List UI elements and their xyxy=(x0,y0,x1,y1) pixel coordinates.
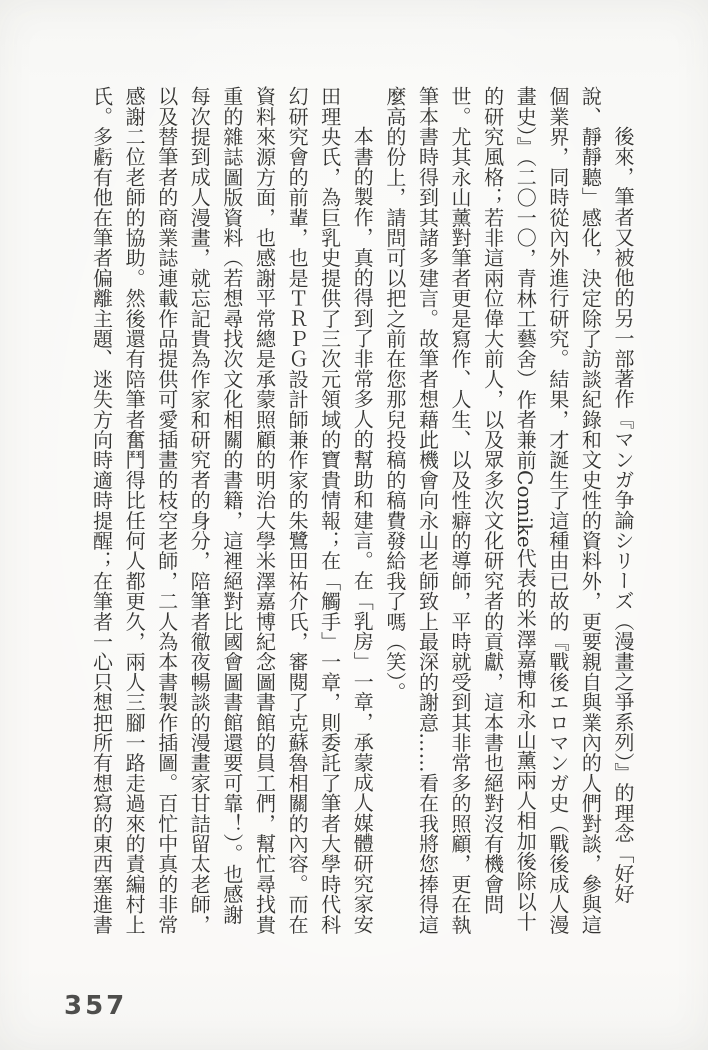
body-paragraph-2: 本書的製作，真的得到了非常多人的幫助和建言。在「乳房」一章，承蒙成人媒體研究家安田理央氏，為巨乳史提供了三次元領域的寶貴情報；在「觸手」一章，則委託了筆者大學時代科幻研究會的前輩，也是ＴＲＰＧ設計師兼作家的朱鷺田祐介氏，審閱了克蘇魯相關的內容。而在資料來源方面，也感謝平常總是承蒙照顧的明治大學米澤嘉博紀念圖書館的員工們，幫忙尋找貴重的雜誌圖版資料（若想尋找次文化相關的書籍，這裡絕對比國會圖書館還要可靠！）。也感謝每次提到成人漫畫，就忘記貴為作家和研究者的身分，陪筆者徹夜暢談的漫畫家甘詰留太老師，以及替筆者的商業誌連載作品提供可愛插畫的枝空老師，二人為本書製作插圖。百忙中真的非常感謝二位老師的協助。然後還有陪筆者奮鬥得比任何人都更久，兩人三腳一路走過來的責編村上氏。多虧有他在筆者偏離主題、迷失方向時適時提醒；在筆者一心只想把所有想寫的東西塞進書 xyxy=(89,86,375,935)
page-number: 357 xyxy=(64,991,128,1021)
body-text xyxy=(83,86,639,935)
body-paragraph-1: 後來，筆者又被他的另一部著作『マンガ争論シリーズ（漫畫之爭系列）』的理念「好好說、靜靜聽」感化，決定除了訪談紀錄和文史性的資料外，更要親自與業內的人們對談，參與這個業界，同時從內外進行研究。結果，才誕生了這種由已故的『戰後エロマンガ史（戰後成人漫畫史）』（二〇一〇，青林工藝舍）作者兼前Comike代表的米澤嘉博和永山薰兩人相加後除以十的研究風格；若非這兩位偉大前人，以及眾多次文化研究者的貢獻，這本書也絕對沒有機會問世。尤其永山薰對筆者更是寫作、人生、以及性癖的導師，平時就受到其非常多的照顧，更在執筆本書時得到其諸多建言。故筆者想藉此機會向永山老師致上最深的謝意……看在我將您捧得這麼高的份上，請問可以把之前在您那兒投稿的稿費發給我了嗎（笑）。 xyxy=(382,86,635,935)
